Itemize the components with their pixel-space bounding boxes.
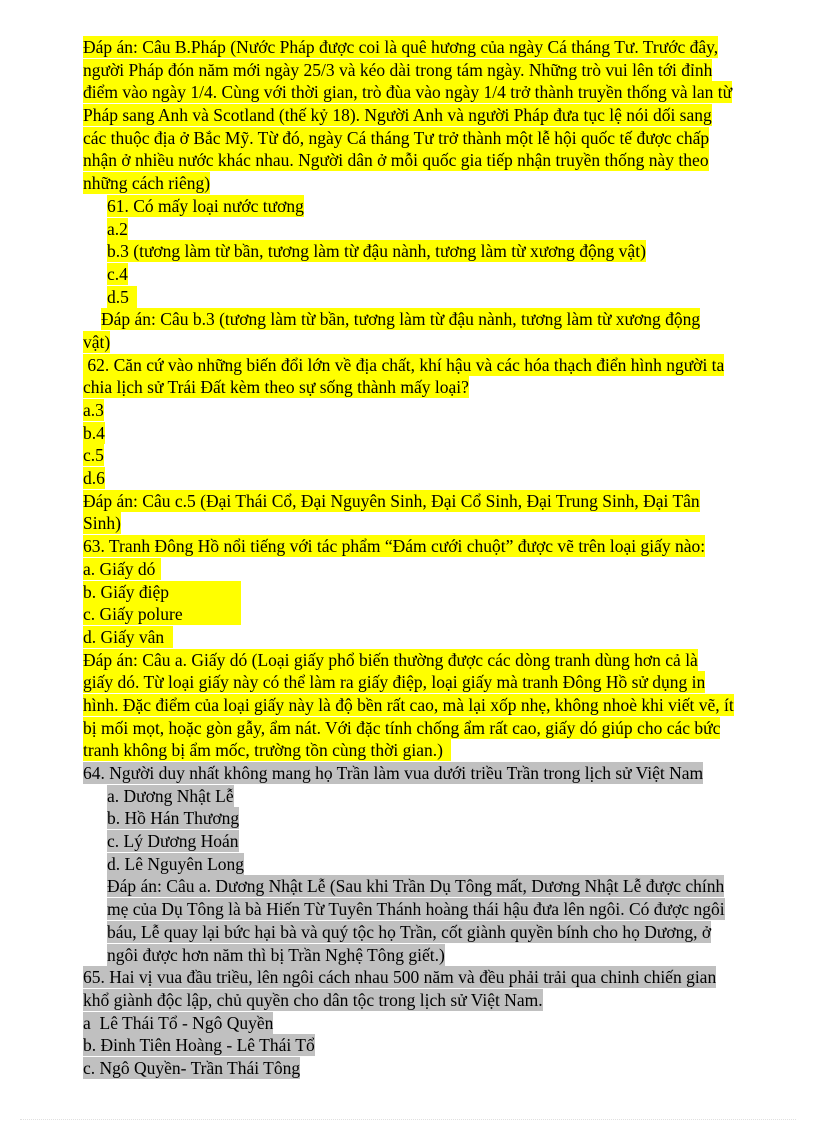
option-line [83, 218, 783, 241]
highlighted-text: c.4 [107, 263, 128, 284]
question-64 [83, 762, 783, 785]
page-bottom-divider [20, 1119, 796, 1120]
highlighted-text: ngôi được hơn năm thì bị Trần Nghệ Tông giết.) [107, 944, 445, 965]
text-line [83, 376, 783, 399]
option-line [83, 853, 783, 876]
highlighted-text: điểm vào ngày 1/4. Cùng với thời gian, trò đùa vào ngày 1/4 trở thành truyền thống và lan từ [83, 82, 733, 103]
highlighted-text: vật) [83, 331, 111, 352]
option-line [83, 444, 783, 467]
highlighted-text: d. Lê Nguyên Long [107, 853, 245, 874]
answer-line [83, 490, 783, 513]
option-line [83, 399, 783, 422]
highlighted-text: Đáp án: Câu c.5 (Đại Thái Cổ, Đại Nguyên Sinh, Đại Cổ Sinh, Đại Trung Sinh, Đại Tân [83, 490, 700, 511]
text-line [83, 149, 783, 172]
highlighted-text: b.3 (tương làm từ bần, tương làm từ đậu nành, tương làm từ xương động vật) [107, 241, 646, 262]
text-line [83, 172, 783, 195]
highlighted-text: c.5 [83, 445, 104, 466]
option-line [83, 1034, 783, 1057]
highlighted-text: a Lê Thái Tổ - Ngô Quyền [83, 1012, 274, 1033]
document-page [83, 36, 783, 1080]
option-line [83, 422, 783, 445]
highlighted-text: c. Ngô Quyền- Trần Thái Tông [83, 1057, 301, 1078]
option-line [83, 807, 783, 830]
text-line [83, 104, 783, 127]
highlighted-text: bị mối mọt, hoặc gòn gẫy, ẩm nát. Với đặc tính chống ẩm rất cao, giấy dó giúp cho các bức [83, 717, 721, 738]
text-line [83, 127, 783, 150]
highlighted-text: d.6 [83, 468, 105, 489]
text-line [83, 898, 783, 921]
answer-line [83, 308, 783, 331]
option-line [83, 830, 783, 853]
option-line [83, 785, 783, 808]
highlighted-text: b.4 [83, 422, 105, 443]
question-62 [83, 354, 783, 377]
highlighted-text: hình. Đặc điểm của loại giấy này là độ bền rất cao, mà lại xốp nhẹ, không nhoè khi viết vẽ, ít [83, 694, 734, 715]
highlighted-text: d.5 [107, 286, 137, 308]
option-line [83, 467, 783, 490]
text-line [83, 944, 783, 967]
option-line [83, 558, 783, 581]
text-line [83, 989, 783, 1012]
highlighted-text: 65. Hai vị vua đầu triều, lên ngôi cách nhau 500 năm và đều phải trải qua chinh chiến gian [83, 967, 717, 988]
text-line [83, 717, 783, 740]
option-line [83, 581, 783, 604]
highlighted-text: a.3 [83, 400, 104, 420]
highlighted-text: các thuộc địa ở Bắc Mỹ. Từ đó, ngày Cá tháng Tư trở thành một lễ hội quốc tế được chấp [83, 127, 710, 148]
text-line [83, 36, 783, 59]
text-line [83, 739, 783, 762]
highlighted-text: 64. Người duy nhất không mang họ Trần làm vua dưới triều Trần trong lịch sử Việt Nam [83, 763, 704, 783]
answer-line [83, 875, 783, 898]
highlighted-text: 62. Căn cứ vào những biến đổi lớn về địa chất, khí hậu và các hóa thạch điển hình người ta [83, 354, 725, 375]
highlighted-text: tranh không bị ẩm mốc, trường tồn cùng thời gian.) [83, 739, 451, 761]
highlighted-text: khổ giành độc lập, chủ quyền cho dân tộc trong lịch sử Việt Nam. [83, 989, 543, 1010]
highlighted-text: a. Giấy dó [83, 558, 161, 580]
highlighted-text: b. Giấy điệp [83, 581, 241, 603]
highlighted-text: a. Dương Nhật Lễ [107, 785, 234, 806]
highlighted-text: Sinh) [83, 513, 121, 534]
highlighted-text: c. Giấy polure [83, 603, 241, 625]
text-line [83, 59, 783, 82]
highlighted-text: Đáp án: Câu a. Giấy dó (Loại giấy phổ biến thường được các dòng tranh dùng hơn cả là [83, 649, 698, 670]
highlighted-text: mẹ của Dụ Tông là bà Hiến Từ Tuyên Thánh hoàng thái hậu đưa lên ngôi. Có được ngôi [107, 899, 725, 920]
highlighted-text: báu, Lễ quay lại bức hại bà và quý tộc họ Trần, cốt giành quyền bính cho họ Dương, ở [107, 921, 712, 942]
option-line [83, 1057, 783, 1080]
question-65 [83, 966, 783, 989]
highlighted-text: 61. Có mấy loại nước tương [107, 195, 304, 216]
highlighted-text: b. Đinh Tiên Hoàng - Lê Thái Tổ [83, 1035, 315, 1056]
text-line [83, 331, 783, 354]
text-line [83, 694, 783, 717]
text-line [83, 671, 783, 694]
highlighted-text: giấy dó. Từ loại giấy này có thể làm ra giấy điệp, loại giấy mà tranh Đông Hồ sử dụng in [83, 672, 706, 693]
highlighted-text: những cách riêng) [83, 173, 211, 194]
text-line [83, 512, 783, 535]
highlighted-text: nhận ở nhiều nước khác nhau. Người dân ở mỗi quốc gia tiếp nhận truyền thống này theo [83, 150, 709, 171]
highlighted-text: c. Lý Dương Hoán [107, 831, 239, 852]
highlighted-text: a.2 [107, 218, 128, 239]
text-line [83, 81, 783, 104]
option-line [83, 263, 783, 286]
text-line [83, 921, 783, 944]
question-63 [83, 535, 783, 558]
option-line [83, 240, 783, 263]
option-line [83, 1012, 783, 1035]
highlighted-text: Đáp án: Câu b.3 (tương làm từ bần, tương làm từ đậu nành, tương làm từ xương động [101, 309, 701, 330]
highlighted-text: d. Giấy vân [83, 626, 173, 648]
option-line [83, 603, 783, 626]
highlighted-text: Đáp án: Câu a. Dương Nhật Lễ (Sau khi Trần Dụ Tông mất, Dương Nhật Lễ được chính [107, 876, 725, 897]
highlighted-text: Pháp sang Anh và Scotland (thế kỷ 18). Người Anh và người Pháp đưa tục lệ nói dối sang [83, 105, 712, 126]
highlighted-text: chia lịch sử Trái Đất kèm theo sự sống thành mấy loại? [83, 377, 469, 398]
highlighted-text: b. Hồ Hán Thương [107, 808, 240, 829]
option-line [83, 626, 783, 649]
question-61 [83, 195, 783, 218]
answer-line [83, 649, 783, 672]
highlighted-text: người Pháp đón năm mới ngày 25/3 và kéo dài trong tám ngày. Những trò vui lên tới đỉnh [83, 59, 713, 80]
highlighted-text: 63. Tranh Đông Hồ nổi tiếng với tác phẩm “Đám cưới chuột” được vẽ trên loại giấy nào: [83, 536, 706, 557]
highlighted-text: Đáp án: Câu B.Pháp (Nước Pháp được coi là quê hương của ngày Cá tháng Tư. Trước đây, [83, 37, 719, 57]
option-line [83, 286, 783, 309]
